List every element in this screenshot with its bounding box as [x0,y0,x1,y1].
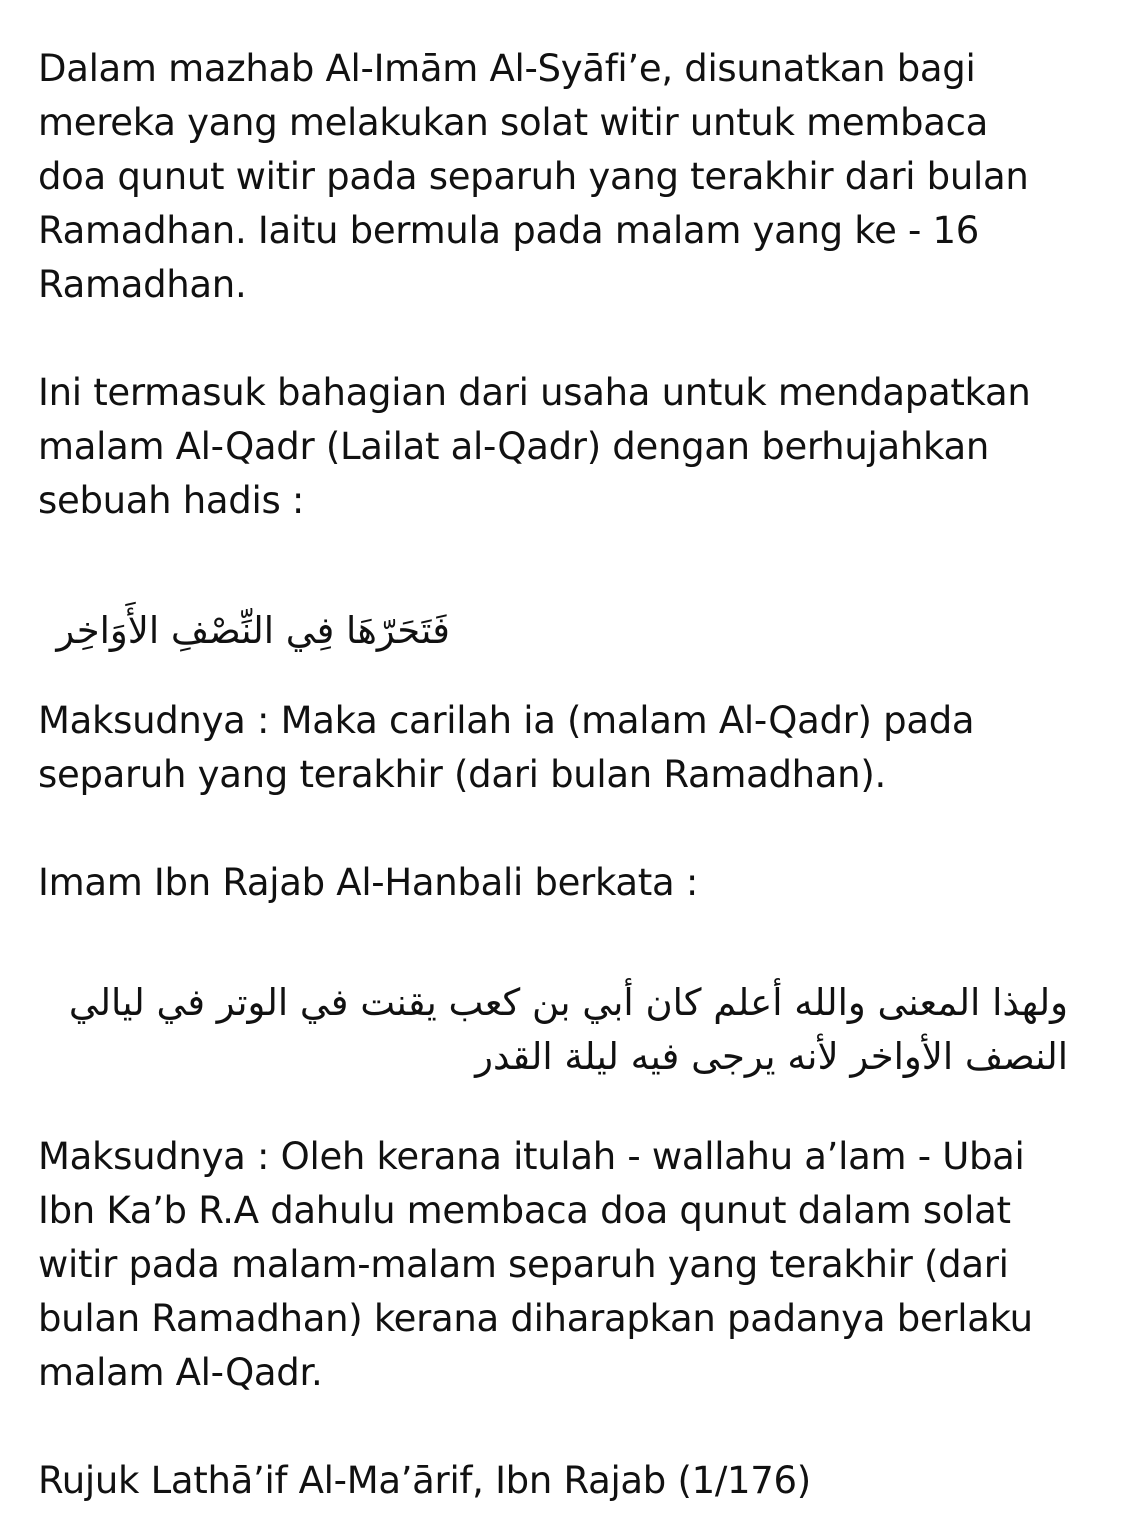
text-line: Ramadhan. [38,263,247,306]
text-line: doa qunut witir pada separuh yang terakhir dari bulan [38,155,1029,198]
text-line: Rujuk Lathā’if Al-Ma’ārif, Ibn Rajab (1/176) [38,1459,811,1502]
text-line: mereka yang melakukan solat witir untuk membaca [38,101,989,144]
text-line: malam Al-Qadr. [38,1351,323,1394]
text-line: Dalam mazhab Al-Imām Al-Syāfi’e, disunatkan bagi [38,47,976,90]
text-line: bulan Ramadhan) kerana diharapkan padanya berlaku [38,1297,1033,1340]
text-line: witir pada malam-malam separuh yang terakhir (dari [38,1243,1009,1286]
paragraph-reference [38,1454,1088,1508]
text-line: Imam Ibn Rajab Al-Hanbali berkata : [38,861,698,904]
paragraph-hadith-meaning [38,694,1088,802]
paragraph-quote-meaning [38,1130,1088,1400]
text-line: malam Al-Qadr (Lailat al-Qadr) dengan berhujahkan [38,425,989,468]
text-line: Ini termasuk bahagian dari usaha untuk mendapatkan [38,371,1031,414]
text-line: separuh yang terakhir (dari bulan Ramadhan). [38,753,886,796]
paragraph-ibn-rajab-intro [38,856,1088,910]
arabic-line: النصف الأواخر لأنه يرجى فيه ليلة القدر [475,1035,1068,1078]
text-line: Ibn Ka’b R.A dahulu membaca doa qunut dalam solat [38,1189,1011,1232]
arabic-quote [38,976,1068,1084]
paragraph-hadith-intro [38,366,1088,528]
text-line: Maksudnya : Maka carilah ia (malam Al-Qadr) pada [38,699,975,742]
text-line: sebuah hadis : [38,479,305,522]
document-body [38,42,1088,1508]
text-line: Maksudnya : Oleh kerana itulah - wallahu a’lam - Ubai [38,1135,1025,1178]
arabic-line: ولهذا المعنى والله أعلم كان أبي بن كعب يقنت في الوتر في ليالي [68,981,1068,1024]
paragraph-intro [38,42,1088,312]
text-line: Ramadhan. Iaitu bermula pada malam yang ke - 16 [38,209,980,252]
arabic-hadith: فَتَحَرّهَا فِي النِّصْفِ الأَوَاخِر [56,609,450,652]
